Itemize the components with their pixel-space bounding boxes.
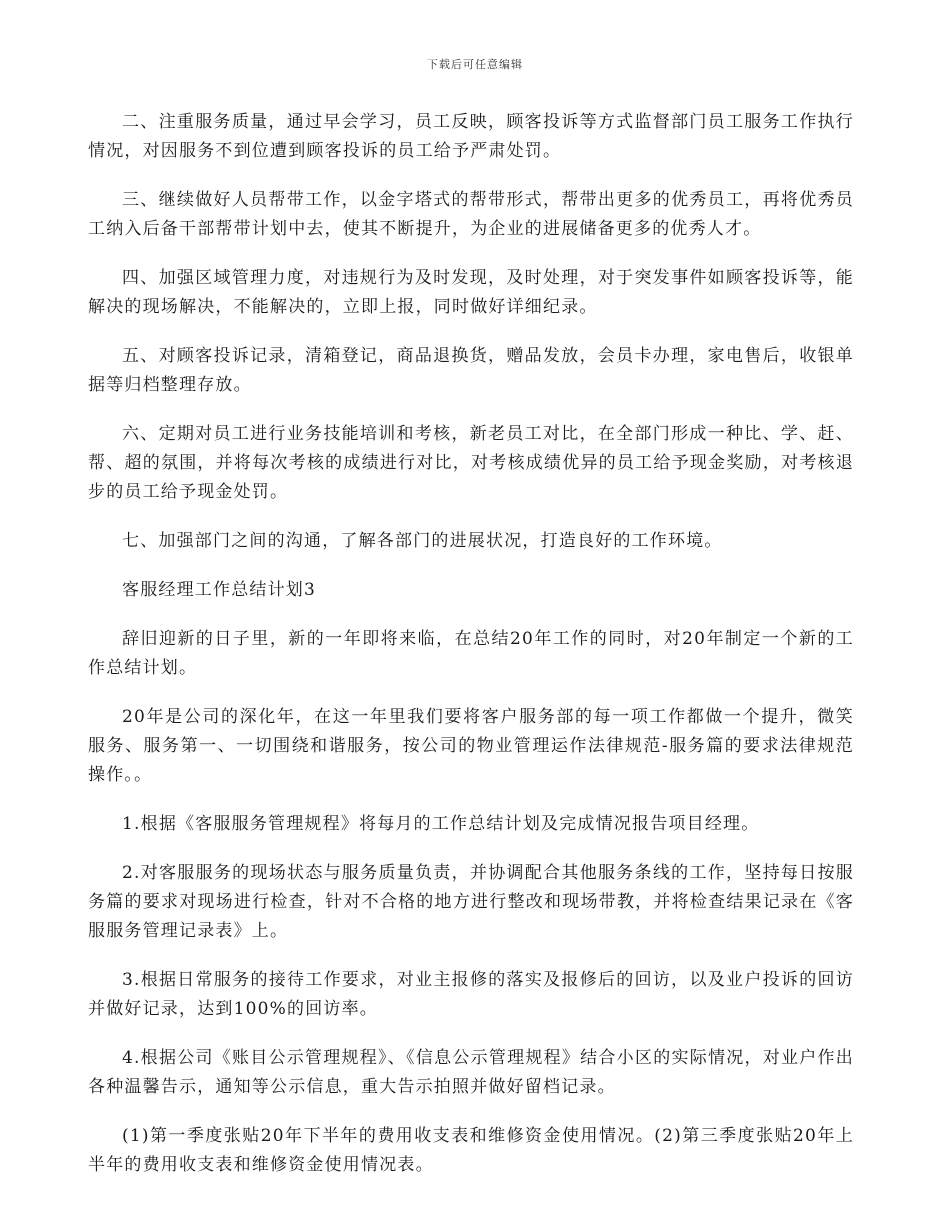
paragraph: (1)第一季度张贴20年下半年的费用收支表和维修资金使用情况。(2)第三季度张贴20年上半年的费用收支表和维修资金使用情况表。 bbox=[88, 1126, 854, 1175]
paragraph: 2.对客服服务的现场状态与服务质量负责，并协调配合其他服务条线的工作，坚持每日按服务篇的要求对现场进行检查，针对不合格的地方进行整改和现场带教，并将检查结果记录在《客服服务管理记录表》上。 bbox=[88, 863, 854, 941]
paragraph: 20年是公司的深化年，在这一年里我们要将客户服务部的每一项工作都做一个提升，微笑服务、服务第一、一切围绕和谐服务，按公司的物业管理运作法律规范-服务篇的要求法律规范操作。。 bbox=[88, 707, 854, 785]
paragraph: 三、继续做好人员帮带工作，以金字塔式的帮带形式，帮带出更多的优秀员工，再将优秀员工纳入后备干部帮带计划中去，使其不断提升，为企业的进展储备更多的优秀人才。 bbox=[88, 190, 854, 239]
paragraph: 4.根据公司《账目公示管理规程》、《信息公示管理规程》结合小区的实际情况，对业户作出各种温馨告示，通知等公示信息，重大告示拍照并做好留档记录。 bbox=[88, 1048, 854, 1097]
paragraph: 五、对顾客投诉记录，清箱登记，商品退换货，赠品发放，会员卡办理，家电售后，收银单据等归档整理存放。 bbox=[88, 346, 854, 395]
paragraph: 二、注重服务质量，通过早会学习，员工反映，顾客投诉等方式监督部门员工服务工作执行情况，对因服务不到位遭到顾客投诉的员工给予严肃处罚。 bbox=[88, 112, 854, 161]
paragraph: 辞旧迎新的日子里，新的一年即将来临，在总结20年工作的同时，对20年制定一个新的工作总结计划。 bbox=[88, 629, 854, 678]
document-body bbox=[88, 108, 854, 1200]
paragraph: 六、定期对员工进行业务技能培训和考核，新老员工对比，在全部门形成一种比、学、赶、帮、超的氛围，并将每次考核的成绩进行对比，对考核成绩优异的员工给予现金奖励，对考核退步的员工给予现金处罚。 bbox=[88, 424, 854, 502]
paragraph: 3.根据日常服务的接待工作要求，对业主报修的落实及报修后的回访，以及业户投诉的回访并做好记录，达到100%的回访率。 bbox=[88, 970, 854, 1019]
section-heading: 客服经理工作总结计划3 bbox=[122, 580, 317, 600]
paragraph: 四、加强区域管理力度，对违规行为及时发现，及时处理，对于突发事件如顾客投诉等，能解决的现场解决，不能解决的，立即上报，同时做好详细纪录。 bbox=[88, 268, 854, 317]
header-note: 下载后可任意编辑 bbox=[427, 58, 523, 71]
paragraph: 1.根据《客服服务管理规程》将每月的工作总结计划及完成情况报告项目经理。 bbox=[122, 814, 760, 834]
paragraph: 七、加强部门之间的沟通，了解各部门的进展状况，打造良好的工作环境。 bbox=[122, 531, 723, 551]
